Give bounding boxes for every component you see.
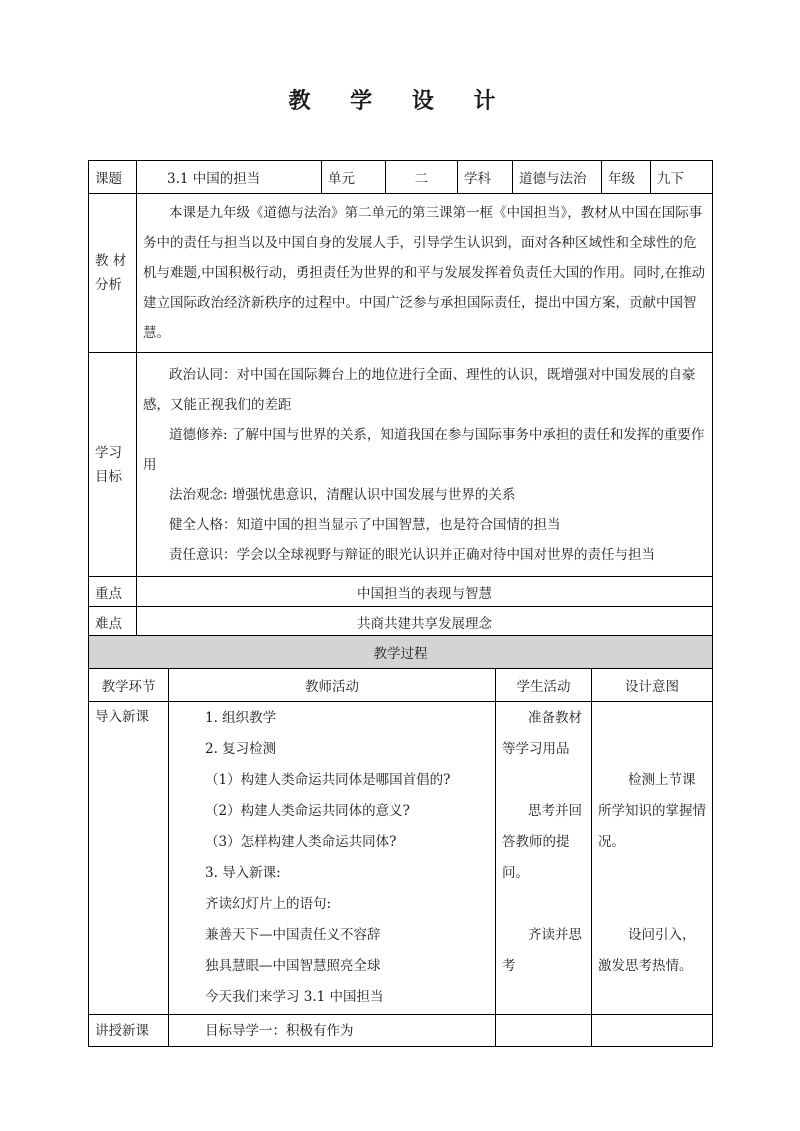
analysis-label-line2: 分析: [95, 277, 122, 293]
grade-label: 年级: [602, 161, 651, 194]
header-student: 学生活动: [496, 669, 592, 702]
subject-label: 学科: [458, 161, 513, 194]
grade-value: 九下: [651, 161, 713, 194]
teacher-line: （1）构建人类命运共同体是哪国首倡的?: [205, 772, 451, 788]
lecture-teacher-activity: 目标导学一：积极有作为: [169, 1015, 496, 1047]
intro-design-intent: [592, 702, 713, 1015]
key-point-label: 重点: [89, 577, 137, 607]
objectives-list: [137, 353, 713, 577]
difficulty-value: 共商共建共享发展理念: [137, 607, 713, 637]
topic-value: 3.1 中国的担当: [137, 161, 322, 194]
objective-item: 法治观念: 增强忧患意识，清醒认识中国发展与世界的关系: [169, 486, 516, 503]
teacher-line: （3）怎样构建人类命运共同体?: [205, 834, 397, 850]
key-point-row: [89, 577, 713, 607]
intro-student-activity: [496, 702, 592, 1015]
objectives-label-line1: 学习: [95, 444, 122, 461]
lecture-stage: 讲授新课: [89, 1015, 169, 1047]
lecture-design-intent: [592, 1015, 713, 1047]
objectives-row: [89, 353, 713, 577]
teacher-line: （2）构建人类命运共同体的意义?: [205, 803, 410, 819]
header-stage: 教学环节: [89, 669, 169, 702]
unit-value: 二: [386, 161, 458, 194]
intent-text-1: 检测上节课所学知识的掌握情况。: [598, 772, 706, 850]
analysis-label: [89, 194, 137, 353]
process-header-row: [89, 669, 713, 702]
objective-item: 责任意识：学会以全球视野与辩证的眼光认识并正确对待中国对世界的责任与担当: [169, 546, 655, 563]
info-row: [89, 161, 713, 194]
teacher-line: 今天我们来学习 3.1 中国担当: [205, 989, 384, 1005]
intro-stage: 导入新课: [89, 702, 169, 1015]
header-teacher: 教师活动: [169, 669, 496, 702]
subject-value: 道德与法治: [513, 161, 602, 194]
student-text-2: 思考并回答教师的提问。: [502, 803, 582, 881]
analysis-label-line1: 教 材: [95, 253, 127, 269]
difficulty-row: [89, 607, 713, 637]
objective-item: 健全人格：知道中国的担当显示了中国智慧，也是符合国情的担当: [169, 516, 561, 533]
student-text-3: 齐读并思考: [502, 927, 582, 974]
analysis-row: [89, 194, 713, 353]
student-text-1: 准备教材等学习用品: [502, 710, 582, 757]
teacher-line: 独具慧眼—中国智慧照亮全球: [205, 958, 381, 974]
unit-label: 单元: [322, 161, 386, 194]
teacher-line: 兼善天下—中国责任义不容辞: [205, 927, 381, 943]
lesson-info-table: [88, 160, 713, 637]
process-table: [88, 635, 713, 1047]
lecture-student-activity: [496, 1015, 592, 1047]
key-point-value: 中国担当的表现与智慧: [137, 577, 713, 607]
objectives-label-line2: 目标: [95, 468, 122, 485]
analysis-text: 本课是九年级《道德与法治》第二单元的第三课第一框《中国担当》，教材从中国在国际事务中的责任与担当以及中国自身的发展人手，引导学生认识到，面对各种区域性和全球性的危机与难题,中国积极行动，勇担责任为世界的和平与发展发挥着负责任大国的作用。同时,在推动建立国际政治经济新秩序的过程中。中国广泛参与承担国际责任，提出中国方案，贡献中国智慧。: [137, 194, 713, 353]
intent-text-2: 设问引入，激发思考热情。: [598, 927, 696, 974]
difficulty-label: 难点: [89, 607, 137, 637]
teacher-line: 齐读幻灯片上的语句:: [205, 896, 332, 912]
lecture-row: [89, 1015, 713, 1047]
document-title: 教 学 设 计: [288, 89, 512, 114]
process-band-title: 教学过程: [89, 636, 713, 669]
objective-item: 道德修养: 了解中国与世界的关系，知道我国在参与国际事务中承担的责任和发挥的重要作用: [143, 426, 705, 473]
objectives-label: [89, 353, 137, 577]
teacher-line: 3. 导入新课:: [205, 865, 281, 881]
topic-label: 课题: [89, 161, 137, 194]
process-band-row: [89, 636, 713, 669]
intro-row: [89, 702, 713, 1015]
objective-item: 政治认同：对中国在国际舞台上的地位进行全面、理性的认识，既增强对中国发展的自豪感，又能正视我们的差距: [143, 366, 696, 413]
header-intent: 设计意图: [592, 669, 713, 702]
intro-teacher-activity: [169, 702, 496, 1015]
teacher-line: 2. 复习检测: [205, 741, 277, 757]
teacher-line: 1. 组织教学: [205, 710, 277, 726]
